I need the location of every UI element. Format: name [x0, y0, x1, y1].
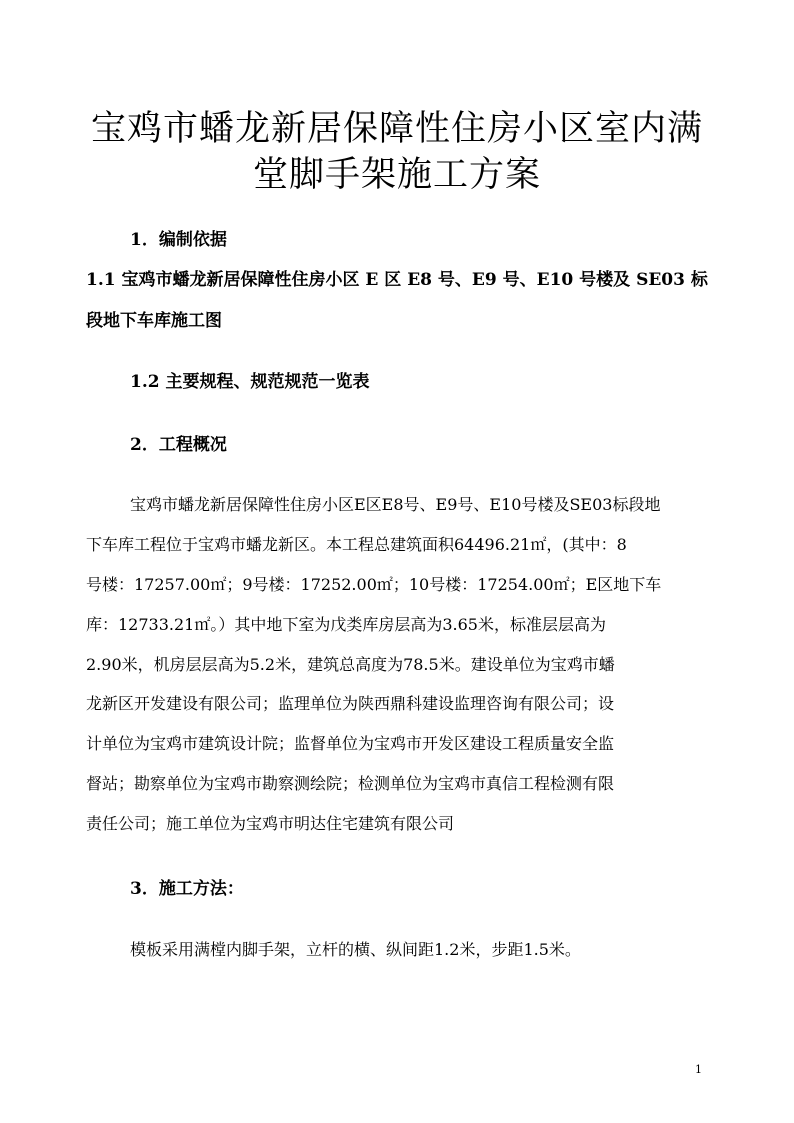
document-title-line-1: 宝鸡市蟠龙新居保障性住房小区室内满	[90, 109, 703, 149]
section-2-body-line: 督站；勘察单位为宝鸡市勘察测绘院；检测单位为宝鸡市真信工程检测有限	[86, 774, 615, 793]
section-3-body: 模板采用满樘内脚手架，立杆的横、纵间距1.2米，步距1.5米。	[130, 940, 581, 959]
document-title-line-2: 堂脚手架施工方案	[252, 155, 541, 195]
section-2-body-line: 库：12733.21㎡。）其中地下室为戊类库房层高为3.65米，标准层层高为	[86, 615, 606, 634]
section-2-body-line: 龙新区开发建设有限公司；监理单位为陕西鼎科建设监理咨询有限公司；设	[86, 694, 615, 713]
section-2-body-line: 计单位为宝鸡市建筑设计院；监督单位为宝鸡市开发区建设工程质量安全监	[86, 734, 615, 753]
section-1-1-line-2: 段地下车库施工图	[86, 311, 222, 331]
section-1-2-heading: 1.2 主要规程、规范规范一览表	[130, 372, 370, 392]
section-1-heading: 1．编制依据	[130, 230, 227, 250]
page-number: 1	[695, 1063, 702, 1076]
section-1-1-line-1: 1.1 宝鸡市蟠龙新居保障性住房小区 E 区 E8 号、E9 号、E10 号楼及 SE03 标	[86, 270, 708, 290]
section-2-heading: 2．工程概况	[130, 435, 227, 455]
section-2-body-line: 下车库工程位于宝鸡市蟠龙新区。本工程总建筑面积64496.21㎡，(其中：8	[86, 535, 627, 554]
section-3-heading: 3．施工方法：	[130, 879, 244, 899]
section-2-body-line: 宝鸡市蟠龙新居保障性住房小区E区E8号、E9号、E10号楼及SE03标段地	[130, 495, 661, 514]
section-2-body-line: 号楼：17257.00㎡；9号楼：17252.00㎡；10号楼：17254.00㎡；E区地下车	[86, 575, 662, 594]
section-2-body-line: 2.90米，机房层层高为5.2米，建筑总高度为78.5米。建设单位为宝鸡市蟠	[86, 655, 615, 674]
section-2-body-line: 责任公司；施工单位为宝鸡市明达住宅建筑有限公司	[86, 814, 455, 833]
